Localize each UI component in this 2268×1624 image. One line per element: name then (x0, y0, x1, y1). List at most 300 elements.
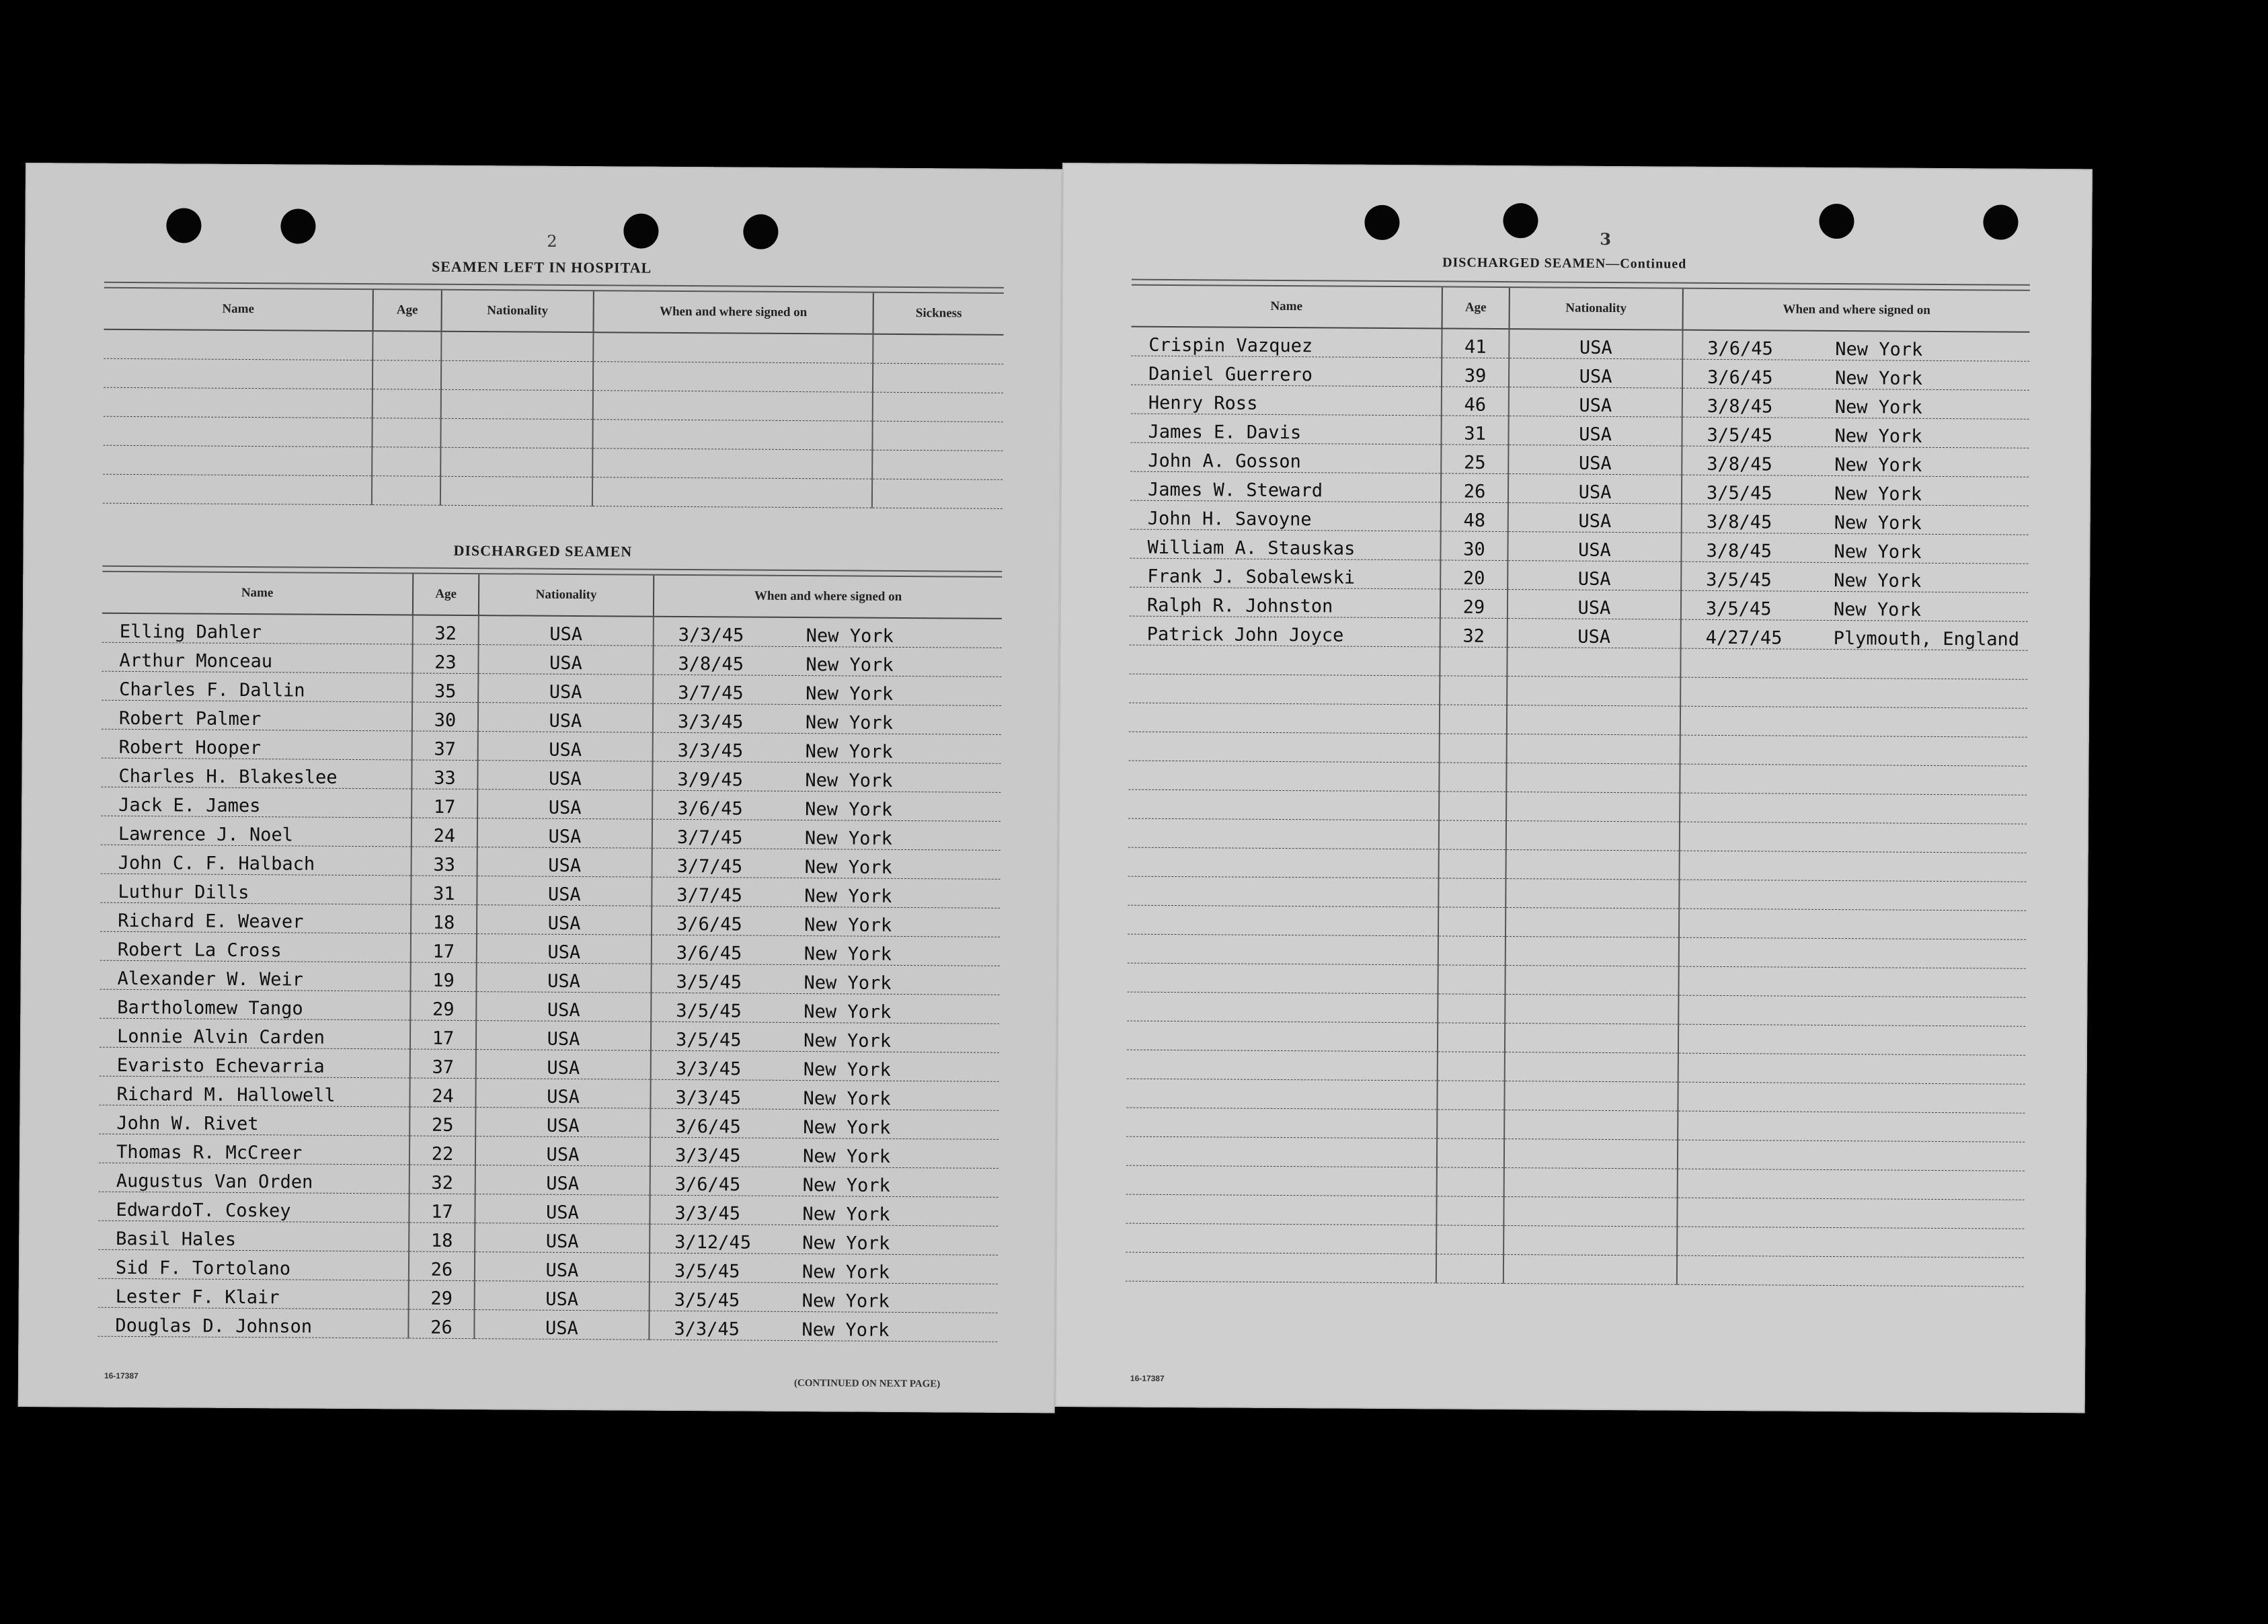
signed-on-place: New York (804, 915, 892, 936)
signed-on-date: 3/5/45 (675, 1029, 742, 1051)
blank-cell (593, 362, 873, 393)
signed-on-date: 3/5/45 (1707, 424, 1773, 447)
signed-on-cell (652, 819, 1001, 850)
table-header-row (104, 288, 1003, 335)
seaman-age: 24 (409, 1078, 475, 1108)
seaman-name: Robert La Cross (100, 931, 411, 962)
ship-document-scan (26, 163, 2093, 1407)
seaman-name: Daniel Guerrero (1131, 356, 1442, 387)
blank-cell (1679, 908, 2026, 939)
blank-cell (1503, 1226, 1677, 1256)
signed-on-place: New York (804, 943, 892, 965)
blank-cell (103, 474, 372, 504)
seaman-name: Charles H. Blakeslee (101, 758, 412, 789)
signed-on-date: 3/6/45 (675, 1116, 741, 1138)
seaman-age: 33 (412, 760, 477, 789)
table-row (100, 902, 1000, 937)
blank-cell (1440, 705, 1507, 734)
blank-cell (1126, 1194, 1436, 1225)
blank-cell (1507, 705, 1680, 736)
seaman-nationality: USA (476, 963, 651, 993)
blank-cell (1678, 966, 2025, 997)
seaman-age: 17 (410, 1020, 476, 1050)
blank-cell (1439, 849, 1506, 879)
seaman-nationality: USA (1508, 590, 1681, 620)
signed-on-date: 3/6/45 (1707, 338, 1773, 360)
table-header-row (102, 572, 1002, 619)
signed-on-date: 3/3/45 (675, 1087, 742, 1109)
blank-cell (440, 476, 592, 506)
blank-cell (1678, 1082, 2025, 1113)
signed-on-cell (649, 1311, 997, 1342)
blank-cell (372, 447, 440, 477)
table-row (1130, 587, 2028, 621)
table-row (102, 671, 1001, 705)
seaman-nationality: USA (475, 1252, 650, 1282)
seaman-name: Lester F. Klair (98, 1278, 409, 1309)
seaman-name: Patrick John Joyce (1130, 616, 1440, 647)
blank-cell (1128, 934, 1438, 965)
blank-cell (1505, 1052, 1678, 1083)
column-header: Sickness (873, 293, 1003, 335)
column-header: Name (102, 572, 413, 615)
signed-on-date: 3/5/45 (1705, 598, 1772, 620)
blank-cell (592, 449, 872, 479)
blank-cell (1127, 1050, 1438, 1081)
column-header: When and where signed on (654, 576, 1002, 619)
signed-on-cell (653, 646, 1001, 676)
blank-cell (1506, 937, 1679, 967)
table-header-row (1132, 286, 2030, 332)
seaman-nationality: USA (477, 934, 652, 964)
seaman-name: John A. Gosson (1130, 442, 1441, 473)
table-row (100, 1047, 999, 1081)
seaman-nationality: USA (1508, 532, 1681, 562)
seaman-nationality: USA (476, 1050, 651, 1080)
seaman-nationality: USA (1508, 619, 1681, 649)
blank-cell (103, 445, 372, 475)
seaman-name: Alexander W. Weir (100, 960, 410, 991)
signed-on-place: New York (804, 828, 893, 849)
blank-cell (592, 420, 872, 451)
blank-cell (1505, 1023, 1678, 1054)
seaman-name: John C. F. Halbach (101, 845, 412, 876)
seaman-age: 29 (410, 991, 476, 1021)
signed-on-place: Plymouth, England (1833, 628, 2020, 650)
blank-cell (441, 360, 593, 390)
signed-on-date: 3/3/45 (678, 624, 744, 646)
seaman-age: 35 (412, 673, 478, 703)
table-row (100, 931, 1000, 966)
blank-cell (1126, 1079, 1437, 1110)
blank-cell (1677, 1198, 2024, 1229)
table-row (1131, 356, 2029, 390)
seaman-name: Crispin Vazquez (1131, 327, 1442, 358)
table-row (100, 874, 1000, 908)
blank-cell (441, 332, 593, 362)
blank-cell (1440, 647, 1507, 676)
signed-on-date: 3/6/45 (1707, 366, 1773, 389)
blank-cell (1437, 1167, 1504, 1197)
blank-cell (1438, 965, 1505, 995)
signed-on-date: 3/8/45 (678, 653, 744, 675)
blank-cell (592, 477, 872, 508)
seaman-age: 20 (1440, 560, 1508, 590)
signed-on-date: 3/3/45 (674, 1318, 740, 1340)
blank-cell (873, 363, 1003, 393)
seaman-nationality: USA (476, 992, 651, 1022)
blank-cell (372, 418, 440, 448)
blank-cell (1680, 677, 2027, 708)
blank-cell (1506, 792, 1680, 822)
signed-on-place: New York (805, 799, 893, 820)
signed-on-cell (1682, 359, 2029, 390)
page-number: 2 (547, 231, 557, 251)
signed-on-place: New York (1834, 397, 1922, 418)
signed-on-cell (652, 906, 1000, 937)
signed-on-date: 3/5/45 (674, 1260, 740, 1282)
blank-cell (1678, 1169, 2025, 1200)
signed-on-cell (1682, 417, 2029, 448)
signed-on-place: New York (805, 712, 894, 734)
seaman-age: 25 (1441, 444, 1508, 474)
blank-cell (1126, 1223, 1436, 1254)
signed-on-date: 3/6/45 (674, 1173, 741, 1196)
form-number: 16-17387 (1130, 1373, 1165, 1383)
signed-on-date: 3/8/45 (1706, 540, 1772, 562)
seaman-name: Robert Hooper (102, 729, 412, 760)
seaman-name: Ralph R. Johnston (1130, 587, 1440, 618)
blank-row (103, 474, 1003, 508)
blank-cell (1129, 703, 1440, 734)
signed-on-cell (1682, 446, 2029, 477)
blank-cell (1129, 674, 1440, 705)
seaman-age: 31 (411, 876, 477, 905)
blank-cell (1507, 734, 1680, 765)
blank-cell (1680, 706, 2027, 737)
table-row (98, 1278, 998, 1313)
seaman-age: 25 (409, 1107, 475, 1136)
table-row (101, 845, 1001, 879)
signed-on-place: New York (806, 654, 894, 676)
seaman-age: 30 (412, 702, 478, 732)
blank-cell (373, 360, 441, 390)
signed-on-cell (652, 848, 1001, 879)
blank-cell (1680, 764, 2027, 795)
signed-on-cell (651, 964, 999, 995)
seaman-nationality: USA (477, 789, 652, 820)
blank-cell (872, 421, 1003, 451)
signed-on-cell (651, 1050, 999, 1081)
seaman-nationality: USA (1508, 474, 1682, 504)
signed-on-date: 3/5/45 (676, 1000, 742, 1022)
blank-cell (1436, 1196, 1503, 1226)
seaman-age: 17 (409, 1194, 475, 1223)
signed-on-date: 3/7/45 (678, 682, 744, 704)
seaman-name: William A. Stauskas (1130, 529, 1440, 560)
blank-cell (1439, 820, 1506, 850)
seaman-age: 17 (412, 789, 477, 818)
blank-cell (1504, 1139, 1678, 1169)
blank-cell (1678, 1024, 2025, 1055)
left-page (18, 163, 1062, 1413)
seaman-name: Sid F. Tortolano (98, 1249, 409, 1280)
seaman-age: 32 (409, 1165, 475, 1194)
signed-on-place: New York (802, 1175, 890, 1196)
table-row (99, 1163, 999, 1197)
table-row (99, 1076, 999, 1110)
discharged-table (97, 572, 1002, 1342)
punch-hole (166, 208, 201, 243)
column-header: Name (1132, 286, 1442, 329)
column-header: Age (413, 574, 479, 616)
discharged-continued-table (1126, 286, 2030, 1287)
punch-hole (743, 215, 778, 249)
blank-cell (593, 391, 873, 422)
right-page (1055, 163, 2093, 1413)
blank-cell (872, 479, 1003, 508)
blank-cell (1677, 1255, 2024, 1286)
punch-hole (1983, 204, 2018, 239)
blank-cell (873, 392, 1003, 422)
blank-cell (103, 416, 372, 447)
signed-on-date: 3/7/45 (676, 855, 743, 878)
signed-on-place: New York (801, 1290, 890, 1312)
blank-cell (440, 447, 592, 477)
seaman-nationality: USA (475, 1079, 650, 1109)
seaman-age: 18 (411, 904, 477, 934)
seaman-name: Bartholomew Tango (100, 989, 410, 1020)
signed-on-place: New York (801, 1262, 890, 1283)
signed-on-place: New York (1834, 368, 1923, 389)
hospital-section-title: SEAMEN LEFT IN HOSPITAL (431, 258, 652, 276)
blank-cell (1129, 732, 1440, 763)
column-header: Age (1442, 287, 1510, 329)
blank-cell (1128, 789, 1439, 820)
seaman-nationality: USA (474, 1310, 649, 1340)
blank-cell (873, 334, 1003, 364)
seaman-name: James E. Davis (1130, 414, 1441, 444)
signed-on-date: 3/5/45 (1706, 569, 1772, 591)
signed-on-date: 3/3/45 (675, 1058, 742, 1080)
seaman-name: Henry Ross (1131, 385, 1442, 416)
blank-cell (1507, 676, 1680, 707)
blank-cell (373, 389, 441, 419)
signed-on-place: New York (804, 1001, 892, 1023)
signed-on-place: New York (1833, 599, 1922, 621)
seaman-nationality: USA (477, 905, 652, 935)
seaman-name: Robert Palmer (102, 700, 412, 731)
seaman-nationality: USA (477, 876, 652, 906)
punch-hole (1503, 203, 1538, 238)
signed-on-cell (1681, 562, 2028, 592)
table-row (100, 1018, 999, 1052)
signed-on-date: 3/5/45 (1706, 482, 1772, 504)
seaman-nationality: USA (476, 1021, 651, 1051)
seaman-name: Richard M. Hallowell (99, 1076, 409, 1107)
blank-cell (1678, 1111, 2025, 1142)
signed-on-place: New York (1834, 426, 1922, 447)
signed-on-cell (652, 877, 1000, 908)
seaman-name: Arthur Monceau (102, 642, 412, 673)
signed-on-cell (1682, 475, 2029, 506)
signed-on-cell (1682, 504, 2029, 535)
blank-cell (1678, 1053, 2025, 1084)
blank-cell (1436, 1225, 1503, 1255)
blank-cell (1436, 1254, 1503, 1284)
blank-cell (1437, 1081, 1504, 1110)
column-header: When and where signed on (593, 291, 873, 334)
signed-on-cell (650, 1253, 998, 1284)
signed-on-place: New York (1834, 455, 1922, 476)
signed-on-cell (1682, 330, 2029, 362)
seaman-nationality: USA (478, 674, 653, 704)
blank-cell (1677, 1227, 2024, 1258)
blank-cell (1437, 1138, 1504, 1168)
signed-on-cell (652, 790, 1001, 821)
blank-cell (1680, 735, 2027, 766)
table-row (1130, 558, 2028, 592)
seaman-age: 26 (409, 1251, 475, 1281)
seaman-age: 17 (411, 933, 477, 963)
signed-on-cell (1681, 590, 2028, 621)
blank-cell (1128, 876, 1438, 907)
blank-cell (372, 476, 440, 506)
table-row (99, 1105, 999, 1139)
column-header: Nationality (479, 574, 654, 617)
seaman-name: Lawrence J. Noel (101, 816, 412, 847)
signed-on-place: New York (804, 972, 892, 994)
signed-on-place: New York (1834, 484, 1922, 505)
signed-on-cell (652, 935, 1000, 966)
table-row (97, 1307, 997, 1342)
blank-cell (1126, 1165, 1437, 1196)
table-row (101, 787, 1001, 821)
seaman-age: 31 (1441, 416, 1508, 445)
seaman-name: Basil Hales (98, 1221, 409, 1251)
table-row (100, 960, 999, 995)
seaman-name: John H. Savoyne (1130, 500, 1441, 531)
signed-on-date: 4/27/45 (1705, 627, 1783, 649)
blank-cell (1678, 995, 2025, 1026)
blank-cell (1680, 648, 2027, 679)
seaman-nationality: USA (1509, 329, 1682, 359)
signed-on-cell (1681, 533, 2028, 564)
signed-on-date: 3/5/45 (674, 1289, 740, 1311)
seaman-age: 19 (410, 962, 476, 992)
seaman-nationality: USA (1508, 503, 1682, 533)
blank-cell (1680, 793, 2027, 824)
blank-cell (1678, 1140, 2025, 1171)
seaman-age: 33 (412, 847, 477, 876)
table-row (102, 642, 1001, 676)
blank-cell (1506, 821, 1680, 851)
signed-on-place: New York (803, 1059, 891, 1081)
signed-on-cell (653, 732, 1001, 763)
signed-on-date: 3/8/45 (1706, 511, 1772, 533)
blank-cell (1127, 1021, 1438, 1052)
signed-on-cell (653, 703, 1001, 734)
table-row (99, 1134, 999, 1168)
blank-cell (1440, 676, 1507, 705)
blank-cell (1126, 1252, 1436, 1283)
blank-cell (1680, 822, 2027, 853)
blank-cell (1128, 818, 1439, 849)
table-row (1130, 529, 2028, 564)
signed-on-date: 3/3/45 (674, 1145, 741, 1167)
blank-cell (1506, 763, 1680, 794)
signed-on-date: 3/8/45 (1707, 453, 1772, 475)
table-row (102, 700, 1001, 734)
signed-on-place: New York (802, 1233, 890, 1254)
blank-cell (373, 331, 441, 360)
seaman-name: Charles F. Dallin (102, 671, 412, 702)
signed-on-place: New York (804, 857, 892, 878)
blank-cell (104, 358, 373, 389)
blank-cell (1440, 734, 1507, 763)
blank-cell (1438, 936, 1506, 966)
blank-cell (1126, 1136, 1437, 1167)
seaman-age: 29 (1440, 589, 1508, 619)
signed-on-place: New York (801, 1319, 890, 1341)
signed-on-cell (651, 993, 999, 1023)
table-row (101, 816, 1001, 850)
seaman-name: James W. Steward (1130, 471, 1441, 502)
signed-on-date: 3/5/45 (676, 971, 742, 993)
hospital-table (103, 288, 1004, 509)
signed-on-date: 3/3/45 (674, 1202, 741, 1225)
signed-on-cell (652, 761, 1001, 792)
seaman-nationality: USA (475, 1281, 650, 1311)
signed-on-cell (650, 1282, 998, 1313)
blank-cell (1503, 1255, 1677, 1285)
seaman-nationality: USA (478, 703, 653, 733)
seaman-age: 39 (1442, 358, 1509, 387)
blank-cell (1128, 761, 1439, 791)
table-row (1130, 471, 2029, 506)
continued-section-title: DISCHARGED SEAMEN—Continued (1442, 255, 1687, 272)
seaman-nationality: USA (475, 1194, 650, 1225)
table-row (102, 729, 1001, 763)
signed-on-place: New York (803, 1088, 891, 1110)
blank-cell (1680, 851, 2027, 882)
seaman-nationality: USA (478, 732, 653, 762)
signed-on-place: New York (802, 1146, 891, 1167)
signed-on-place: New York (802, 1204, 890, 1225)
table-row (98, 1221, 998, 1255)
signed-on-date: 3/6/45 (676, 913, 742, 935)
blank-cell (1439, 791, 1506, 821)
signed-on-cell (650, 1195, 998, 1226)
seaman-name: Frank J. Sobalewski (1130, 558, 1440, 589)
blank-cell (1504, 1081, 1678, 1112)
blank-row (1126, 1252, 2024, 1286)
blank-cell (1507, 648, 1680, 678)
signed-on-date: 3/9/45 (677, 769, 744, 791)
seaman-nationality: USA (477, 761, 652, 791)
seaman-age: 22 (409, 1136, 475, 1165)
seaman-nationality: USA (477, 818, 652, 849)
signed-on-date: 3/12/45 (674, 1231, 752, 1253)
table-row (98, 1249, 998, 1284)
blank-cell (104, 330, 373, 360)
signed-on-place: New York (803, 1117, 891, 1138)
signed-on-date: 3/6/45 (676, 942, 742, 964)
seaman-name: Evaristo Echevarria (100, 1047, 410, 1078)
seaman-name: Thomas R. McCreer (99, 1134, 409, 1165)
table-row (1131, 327, 2029, 362)
signed-on-date: 3/7/45 (676, 884, 743, 906)
